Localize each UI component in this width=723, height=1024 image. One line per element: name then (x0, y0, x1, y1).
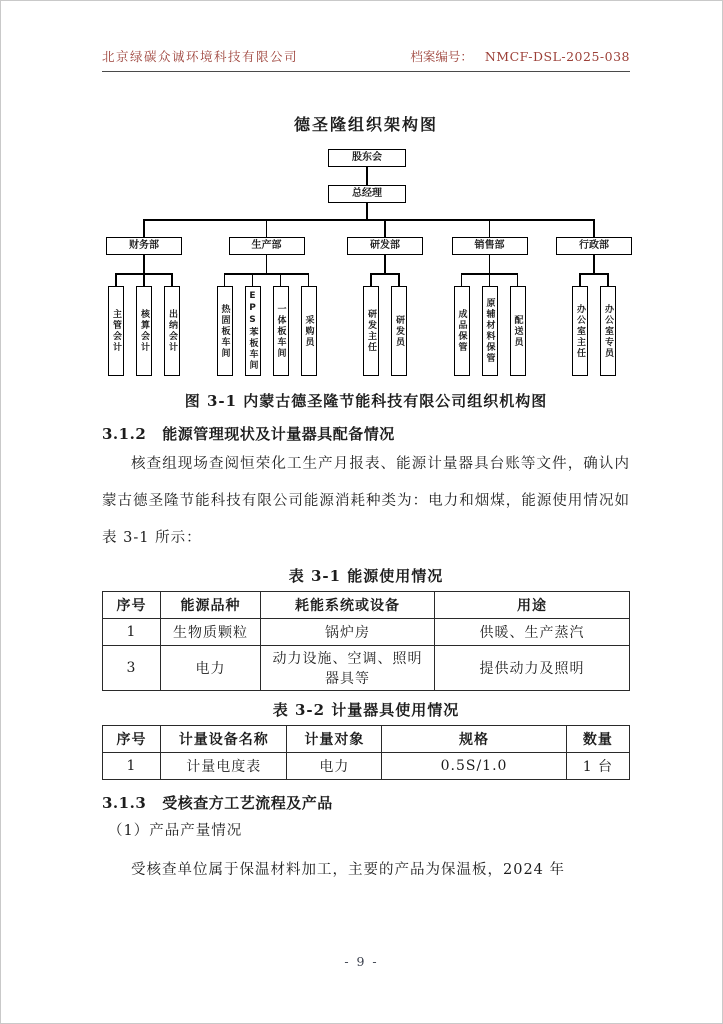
section-heading-313 (102, 792, 630, 813)
org-leaf: 核算会计 (130, 273, 158, 376)
paragraph-product-output: 受核查单位属于保温材料加工，主要的产品为保温板，2024 年 (131, 862, 566, 878)
table-3-1 (102, 591, 630, 691)
org-node-sales-dept: 销售部 (452, 237, 528, 255)
org-node-rnd-dept: 研发部 (347, 237, 423, 255)
table-cell: 计量电度表 (160, 753, 286, 780)
column-header: 计量设备名称 (160, 726, 286, 753)
archive-label: 档案编号： (410, 49, 473, 64)
section-heading-312 (102, 423, 630, 444)
org-leaf: 出纳会计 (158, 273, 186, 376)
paragraph-energy-overview: 核查组现场查阅恒荣化工生产月报表、能源计量器具台账等文件，确认内蒙古德圣隆节能科技有限公司能源消耗种类为：电力和烟煤，能源使用情况如表 3-1 所示： (102, 456, 630, 546)
org-leaf: 研发主任 (357, 273, 385, 376)
section-title: 能源管理现状及计量器具配备情况 (162, 425, 395, 443)
org-chart (102, 149, 632, 376)
connector-line (366, 203, 368, 219)
org-group-finance (102, 237, 186, 376)
org-group-production (211, 237, 323, 376)
table-cell: 电力 (287, 753, 382, 780)
table-row (103, 753, 630, 780)
org-leaf: EPS苯板车间 (239, 273, 267, 376)
column-header: 用途 (435, 592, 630, 619)
table-header-row (103, 726, 630, 753)
company-name: 北京绿碳众诚环境科技有限公司 (102, 49, 299, 64)
table-cell: 0.5S/1.0 (382, 753, 566, 780)
page-number: - 9 - (344, 954, 379, 969)
connector-line (366, 167, 368, 185)
table-header-row (103, 592, 630, 619)
org-leaf: 成品保管 (448, 273, 476, 376)
table-cell: 提供动力及照明 (435, 646, 630, 691)
connector-line (266, 255, 268, 273)
org-leaf: 办公室专员 (594, 273, 622, 376)
table-row (103, 646, 630, 691)
table-row (103, 619, 630, 646)
column-header: 规格 (382, 726, 566, 753)
table-cell: 生物质颗粒 (160, 619, 260, 646)
org-leaf: 主管会计 (102, 273, 130, 376)
table-cell: 1 (103, 619, 161, 646)
org-group-sales (448, 237, 532, 376)
table-cell: 供暖、生产蒸汽 (435, 619, 630, 646)
subsection-item: （1）产品产量情况 (108, 823, 243, 839)
figure-caption: 图 3-1 内蒙古德圣隆节能科技有限公司组织机构图 (184, 392, 548, 410)
connector-line (143, 255, 145, 273)
archive-number-block (410, 47, 630, 65)
table-3-2-title: 表 3-2 计量器具使用情况 (272, 701, 460, 719)
org-node-shareholders: 股东会 (328, 149, 406, 167)
column-header: 耗能系统或设备 (261, 592, 435, 619)
org-leaf: 办公室主任 (566, 273, 594, 376)
org-leaf: 采购员 (295, 273, 323, 376)
org-leaf: 原辅材料保管 (476, 273, 504, 376)
column-header: 计量对象 (287, 726, 382, 753)
org-leaf: 研发员 (385, 273, 413, 376)
section-number: 3.1.2 (102, 425, 147, 443)
table-cell: 动力设施、空调、照明器具等 (261, 646, 435, 691)
page-header (102, 47, 630, 72)
connector-line (144, 219, 594, 221)
section-title: 受核查方工艺流程及产品 (162, 794, 333, 812)
org-node-production-dept: 生产部 (229, 237, 305, 255)
table-cell: 1 台 (566, 753, 629, 780)
org-group-admin (556, 237, 632, 376)
org-leaf: 一体板车间 (267, 273, 295, 376)
table-cell: 1 (103, 753, 161, 780)
org-leaf: 热固板车间 (211, 273, 239, 376)
table-3-1-title: 表 3-1 能源使用情况 (288, 567, 444, 585)
org-department-row (102, 219, 632, 376)
connector-line (489, 255, 491, 273)
org-node-admin-dept: 行政部 (556, 237, 632, 255)
column-header: 序号 (103, 726, 161, 753)
table-cell: 3 (103, 646, 161, 691)
connector-line (593, 255, 595, 273)
table-cell: 电力 (160, 646, 260, 691)
org-leaf: 配送员 (504, 273, 532, 376)
org-node-finance-dept: 财务部 (106, 237, 182, 255)
column-header: 数量 (566, 726, 629, 753)
org-node-general-manager: 总经理 (328, 185, 406, 203)
column-header: 序号 (103, 592, 161, 619)
org-group-rnd (347, 237, 423, 376)
column-header: 能源品种 (160, 592, 260, 619)
table-cell: 锅炉房 (261, 619, 435, 646)
archive-number: NMCF-DSL-2025-038 (484, 49, 630, 64)
section-number: 3.1.3 (102, 794, 147, 812)
connector-line (384, 255, 386, 273)
table-3-2 (102, 725, 630, 780)
org-chart-title: 德圣隆组织架构图 (293, 115, 438, 134)
